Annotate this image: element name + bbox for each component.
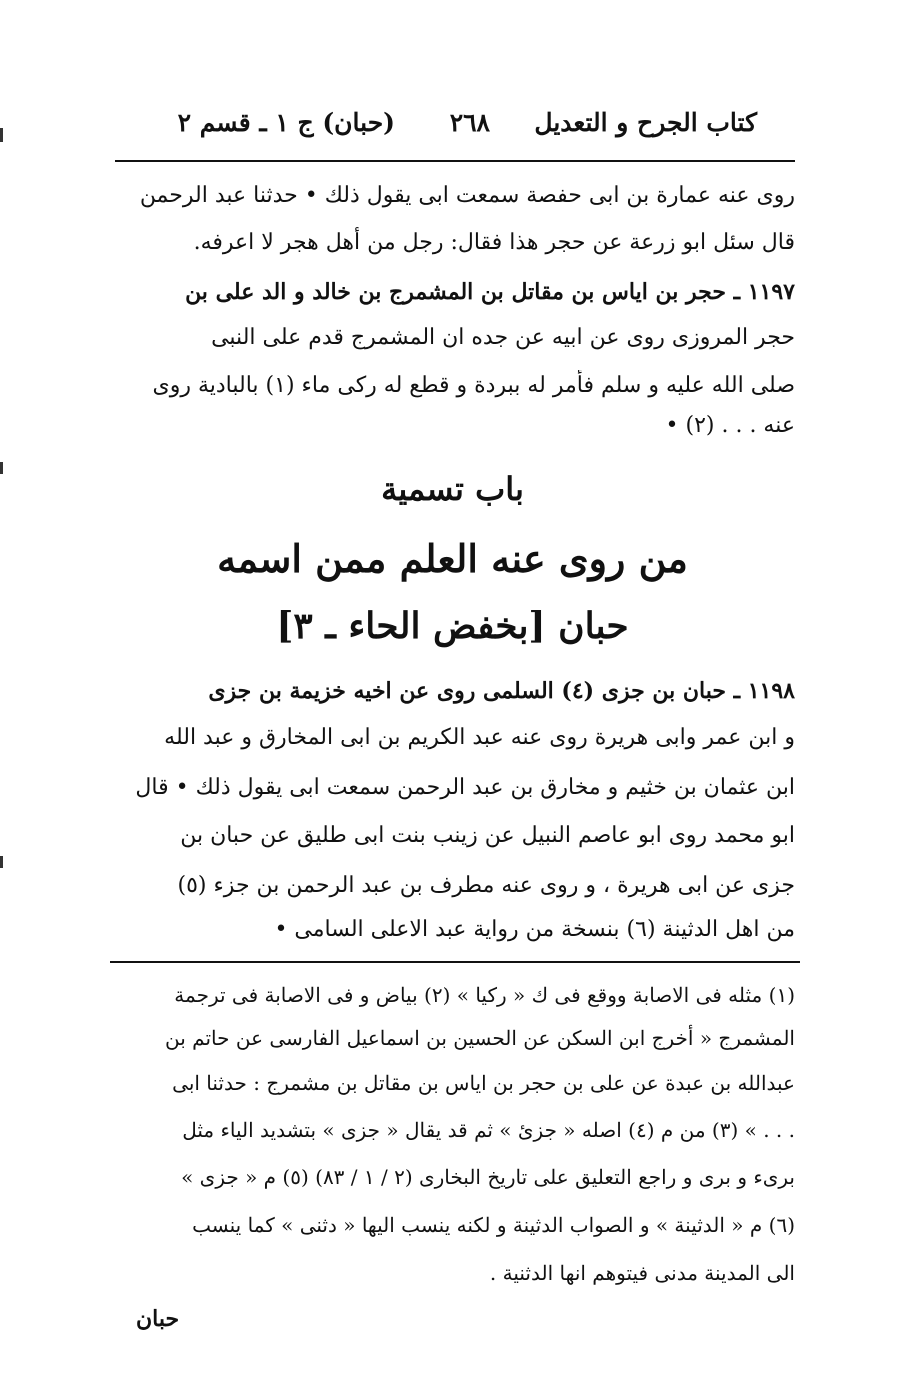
text-line: من اهل الدثينة (٦) بنسخة من رواية عبد الاعلى السامى • <box>274 917 795 942</box>
footnote-line: . . . » (٣) من م (٤) اصله « جزئ » ثم قد يقال « جزى » بتشديد الياء مثل <box>182 1118 795 1142</box>
margin-mark <box>0 856 3 868</box>
margin-mark <box>0 462 3 474</box>
text-line: قال سئل ابو زرعة عن حجر هذا فقال: رجل من أهل هجر لا اعرفه. <box>193 230 795 255</box>
catchword: حبان <box>136 1306 180 1332</box>
book-page <box>110 0 795 1373</box>
running-header <box>110 108 795 152</box>
book-title: كتاب الجرح و التعديل <box>534 108 757 137</box>
text-line: حجر المروزى روى عن ابيه عن جده ان المشمرج قدم على النبى <box>211 325 795 350</box>
text-line: ابو محمد روى ابو عاصم النبيل عن زينب بنت ابى طليق عن حبان بن <box>180 823 795 848</box>
footnote-line: برىء و برى و راجع التعليق على تاريخ البخارى (٢ / ١ / ٨٣) (٥) م « جزى » <box>181 1165 795 1189</box>
footnote-line: الى المدينة مدنى فيتوهم انها الدثنية . <box>489 1261 795 1285</box>
header-rule <box>115 160 795 162</box>
text-line: ابن عثمان بن خثيم و مخارق بن عبد الرحمن سمعت ابى يقول ذلك • قال <box>135 775 795 800</box>
margin-mark <box>0 128 3 142</box>
footnote-line: (٦) م « الدثينة » و الصواب الدثينة و لكنه ينسب اليها « دثنى » كما ينسب <box>192 1213 795 1237</box>
section-heading-line-1: باب تسمية <box>381 470 524 508</box>
text-line: و ابن عمر وابى هريرة روى عنه عبد الكريم بن ابى المخارق و عبد الله <box>164 725 795 750</box>
entry-1198: ١١٩٨ ـ حبان بن جزى (٤) السلمى روى عن اخيه خزيمة بن جزى <box>208 678 795 704</box>
footnote-line: المشمرج « أخرج ابن السكن عن الحسين بن اسماعيل الفارسى عن حاتم بن <box>165 1026 795 1050</box>
part-label: (حبان) ج ١ ـ قسم ٢ <box>177 108 395 137</box>
footnote-rule <box>110 961 800 963</box>
text-line: روى عنه عمارة بن ابى حفصة سمعت ابى يقول ذلك • حدثنا عبد الرحمن <box>139 183 795 208</box>
text-line: عنه . . . (٢) • <box>665 413 795 438</box>
text-line: صلى الله عليه و سلم فأمر له ببردة و قطع له ركى ماء (١) بالبادية روى <box>152 373 795 398</box>
section-heading-line-2: من روى عنه العلم ممن اسمه <box>217 536 688 581</box>
footnote-line: (١) مثله فى الاصابة ووقع فى ك « ركيا » (٢) بياض و فى الاصابة فى ترجمة <box>174 983 795 1007</box>
page-number: ٢٦٨ <box>449 108 490 137</box>
footnote-line: عبدالله بن عبدة عن على بن حجر بن اياس بن مقاتل بن مشمرج : حدثنا ابى <box>172 1071 795 1095</box>
section-heading-line-3: حبان [بخفض الحاء ـ ٣] <box>276 605 629 647</box>
entry-1197: ١١٩٧ ـ حجر بن اياس بن مقاتل بن المشمرج بن خالد و الد على بن <box>185 279 795 305</box>
text-line: جزى عن ابى هريرة ، و روى عنه مطرف بن عبد الرحمن بن جزء (٥) <box>177 873 795 898</box>
